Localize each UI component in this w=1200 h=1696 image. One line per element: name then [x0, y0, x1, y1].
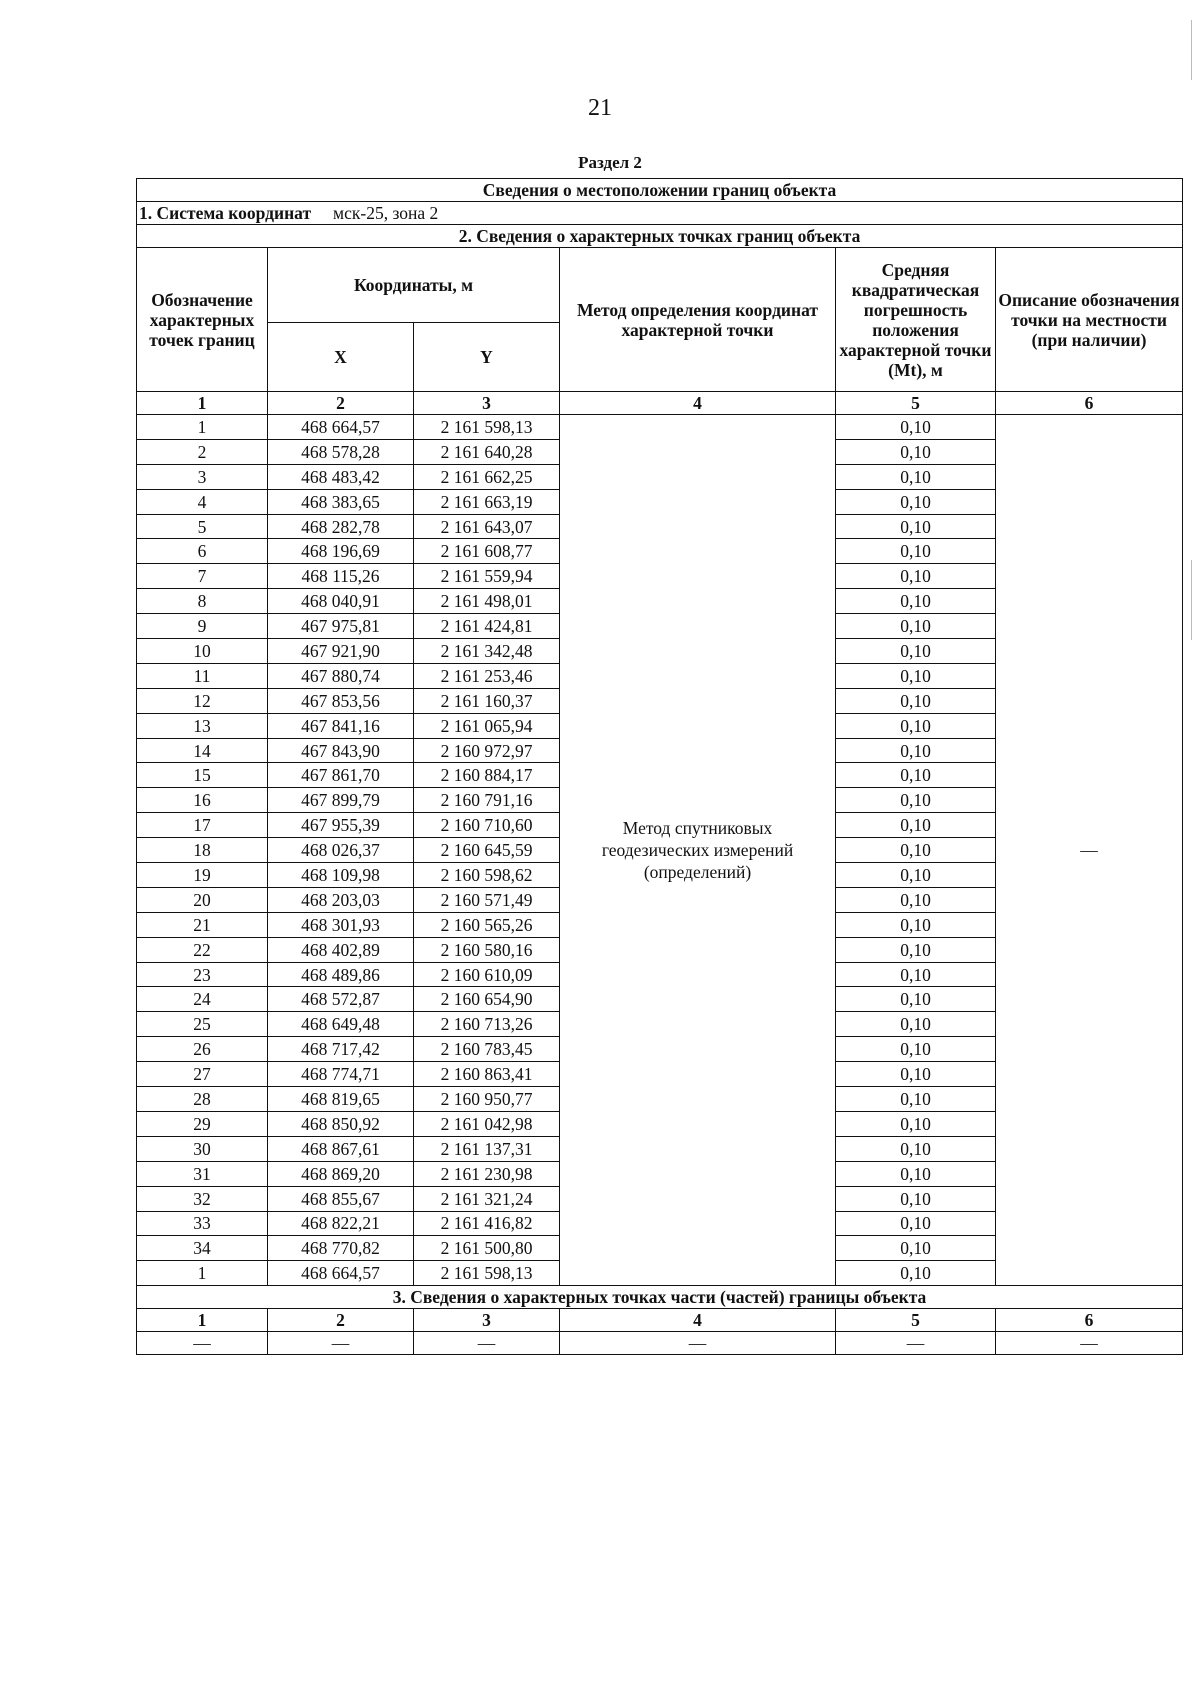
point-number: 6: [137, 539, 268, 564]
coordinate-x: 468 301,93: [268, 912, 414, 937]
point-number: 2: [137, 439, 268, 464]
coordinate-y: 2 160 610,09: [414, 962, 560, 987]
boundary-table: [136, 178, 1183, 1355]
point-number: 8: [137, 589, 268, 614]
mean-error: 0,10: [836, 439, 996, 464]
coordinate-x: 467 861,70: [268, 763, 414, 788]
point-number: 1: [137, 1261, 268, 1286]
coordinate-x: 468 770,82: [268, 1236, 414, 1261]
point-number: 20: [137, 887, 268, 912]
mean-error: 0,10: [836, 489, 996, 514]
empty-value: —: [836, 1332, 996, 1355]
point-number: 14: [137, 738, 268, 763]
coordinate-system-label: 1. Система координат: [139, 203, 312, 223]
coordinate-x: 467 975,81: [268, 614, 414, 639]
point-number: 1: [137, 415, 268, 440]
point-number: 3: [137, 464, 268, 489]
coordinate-y: 2 161 321,24: [414, 1186, 560, 1211]
mean-error: 0,10: [836, 1161, 996, 1186]
column-number: 1: [137, 392, 268, 415]
coordinate-x: 468 578,28: [268, 439, 414, 464]
coordinate-x: 468 664,57: [268, 415, 414, 440]
column-number: 3: [414, 1309, 560, 1332]
coordinate-y: 2 161 598,13: [414, 415, 560, 440]
column-number: 6: [996, 1309, 1183, 1332]
point-number: 32: [137, 1186, 268, 1211]
mean-error: 0,10: [836, 514, 996, 539]
coordinate-x: 468 282,78: [268, 514, 414, 539]
point-number: 19: [137, 863, 268, 888]
column-number: 2: [268, 392, 414, 415]
coordinate-x: 468 040,91: [268, 589, 414, 614]
mean-error: 0,10: [836, 987, 996, 1012]
point-number: 15: [137, 763, 268, 788]
point-number: 5: [137, 514, 268, 539]
coordinate-y: 2 161 065,94: [414, 713, 560, 738]
mean-error: 0,10: [836, 838, 996, 863]
coordinate-system-row: [137, 202, 1183, 225]
point-number: 17: [137, 813, 268, 838]
coordinate-x: 467 921,90: [268, 639, 414, 664]
mean-error: 0,10: [836, 1062, 996, 1087]
coordinate-y: 2 161 559,94: [414, 564, 560, 589]
coordinate-y: 2 160 710,60: [414, 813, 560, 838]
coordinate-y: 2 161 042,98: [414, 1111, 560, 1136]
point-number: 4: [137, 489, 268, 514]
coordinate-y: 2 160 884,17: [414, 763, 560, 788]
mean-error: 0,10: [836, 564, 996, 589]
point-number: 24: [137, 987, 268, 1012]
column-number: 6: [996, 392, 1183, 415]
coordinate-y: 2 160 598,62: [414, 863, 560, 888]
header-mean-error: Средняя квадратическая погрешность положения характерной точки (Mt), м: [836, 248, 996, 392]
coordinate-x: 468 026,37: [268, 838, 414, 863]
coordinate-x: 468 203,03: [268, 887, 414, 912]
mean-error: 0,10: [836, 663, 996, 688]
mean-error: 0,10: [836, 464, 996, 489]
point-number: 29: [137, 1111, 268, 1136]
coordinate-x: 468 774,71: [268, 1062, 414, 1087]
header-coordinates: Координаты, м: [268, 248, 560, 323]
column-number: 1: [137, 1309, 268, 1332]
column-number: 3: [414, 392, 560, 415]
mean-error: 0,10: [836, 1111, 996, 1136]
coordinate-y: 2 161 342,48: [414, 639, 560, 664]
scan-edge: [1191, 20, 1192, 80]
coordinate-y: 2 160 713,26: [414, 1012, 560, 1037]
table-title: Сведения о местоположении границ объекта: [137, 179, 1183, 202]
page-number: 21: [588, 95, 612, 121]
mean-error: 0,10: [836, 639, 996, 664]
coordinate-x: 468 483,42: [268, 464, 414, 489]
subsection-2-title: 2. Сведения о характерных точках границ объекта: [137, 225, 1183, 248]
mean-error: 0,10: [836, 962, 996, 987]
coordinate-y: 2 160 863,41: [414, 1062, 560, 1087]
coordinate-y: 2 161 137,31: [414, 1136, 560, 1161]
mean-error: 0,10: [836, 788, 996, 813]
empty-value: —: [414, 1332, 560, 1355]
subsection-3-title: 3. Сведения о характерных точках части (частей) границы объекта: [137, 1286, 1183, 1309]
point-number: 12: [137, 688, 268, 713]
point-number: 28: [137, 1087, 268, 1112]
point-number: 30: [137, 1136, 268, 1161]
point-number: 26: [137, 1037, 268, 1062]
coordinate-y: 2 161 662,25: [414, 464, 560, 489]
coordinate-x: 467 853,56: [268, 688, 414, 713]
coordinate-x: 467 899,79: [268, 788, 414, 813]
point-number: 27: [137, 1062, 268, 1087]
column-number: 5: [836, 392, 996, 415]
coordinate-x: 468 402,89: [268, 937, 414, 962]
mean-error: 0,10: [836, 415, 996, 440]
point-number: 25: [137, 1012, 268, 1037]
mean-error: 0,10: [836, 1037, 996, 1062]
table-row: [137, 415, 1183, 440]
coordinate-x: 468 489,86: [268, 962, 414, 987]
mean-error: 0,10: [836, 713, 996, 738]
coordinate-y: 2 160 565,26: [414, 912, 560, 937]
mean-error: 0,10: [836, 1136, 996, 1161]
coordinate-y: 2 161 643,07: [414, 514, 560, 539]
point-number: 10: [137, 639, 268, 664]
point-number: 33: [137, 1211, 268, 1236]
empty-value: —: [268, 1332, 414, 1355]
coordinate-y: 2 161 500,80: [414, 1236, 560, 1261]
coordinate-y: 2 160 950,77: [414, 1087, 560, 1112]
coordinate-y: 2 161 663,19: [414, 489, 560, 514]
mean-error: 0,10: [836, 1211, 996, 1236]
mean-error: 0,10: [836, 539, 996, 564]
coordinate-x: 467 841,16: [268, 713, 414, 738]
scan-edge: [1191, 560, 1192, 640]
coordinate-x: 467 880,74: [268, 663, 414, 688]
empty-value: —: [137, 1332, 268, 1355]
column-number: 4: [560, 1309, 836, 1332]
coordinate-x: 468 572,87: [268, 987, 414, 1012]
column-number: 2: [268, 1309, 414, 1332]
mean-error: 0,10: [836, 1186, 996, 1211]
coordinate-y: 2 160 645,59: [414, 838, 560, 863]
point-number: 13: [137, 713, 268, 738]
coordinate-x: 468 109,98: [268, 863, 414, 888]
coordinate-x: 468 822,21: [268, 1211, 414, 1236]
mean-error: 0,10: [836, 738, 996, 763]
coordinate-x: 468 196,69: [268, 539, 414, 564]
coordinate-x: 468 850,92: [268, 1111, 414, 1136]
coordinate-y: 2 160 791,16: [414, 788, 560, 813]
coordinate-x: 468 649,48: [268, 1012, 414, 1037]
header-point-designation: Обозначение характерных точек границ: [137, 248, 268, 392]
empty-value: —: [996, 1332, 1183, 1355]
coordinate-x: 468 867,61: [268, 1136, 414, 1161]
coordinate-x: 468 664,57: [268, 1261, 414, 1286]
coordinate-y: 2 161 640,28: [414, 439, 560, 464]
mean-error: 0,10: [836, 688, 996, 713]
mean-error: 0,10: [836, 1236, 996, 1261]
coordinate-system-value: мск-25, зона 2: [333, 203, 439, 223]
point-number: 9: [137, 614, 268, 639]
point-number: 22: [137, 937, 268, 962]
coordinate-y: 2 160 571,49: [414, 887, 560, 912]
point-number: 7: [137, 564, 268, 589]
coordinate-x: 468 383,65: [268, 489, 414, 514]
coordinate-y: 2 161 608,77: [414, 539, 560, 564]
coordinate-y: 2 161 424,81: [414, 614, 560, 639]
coordinate-x: 468 115,26: [268, 564, 414, 589]
point-number: 16: [137, 788, 268, 813]
coordinate-y: 2 161 598,13: [414, 1261, 560, 1286]
mean-error: 0,10: [836, 912, 996, 937]
mean-error: 0,10: [836, 1087, 996, 1112]
coordinate-x: 468 869,20: [268, 1161, 414, 1186]
point-number: 21: [137, 912, 268, 937]
point-number: 34: [137, 1236, 268, 1261]
point-number: 11: [137, 663, 268, 688]
mean-error: 0,10: [836, 763, 996, 788]
coordinate-y: 2 161 498,01: [414, 589, 560, 614]
header-description: Описание обозначения точки на местности (при наличии): [996, 248, 1183, 392]
coordinate-y: 2 160 972,97: [414, 738, 560, 763]
coordinate-y: 2 161 253,46: [414, 663, 560, 688]
coordinate-y: 2 160 580,16: [414, 937, 560, 962]
coordinate-y: 2 161 230,98: [414, 1161, 560, 1186]
point-number: 31: [137, 1161, 268, 1186]
coordinate-y: 2 160 654,90: [414, 987, 560, 1012]
mean-error: 0,10: [836, 863, 996, 888]
mean-error: 0,10: [836, 813, 996, 838]
coordinate-x: 468 819,65: [268, 1087, 414, 1112]
coordinate-y: 2 161 160,37: [414, 688, 560, 713]
empty-value: —: [560, 1332, 836, 1355]
column-number: 4: [560, 392, 836, 415]
description-cell: —: [996, 415, 1183, 1286]
mean-error: 0,10: [836, 887, 996, 912]
mean-error: 0,10: [836, 937, 996, 962]
mean-error: 0,10: [836, 1261, 996, 1286]
header-y: Y: [414, 323, 560, 392]
coordinate-x: 468 717,42: [268, 1037, 414, 1062]
coordinate-x: 468 855,67: [268, 1186, 414, 1211]
header-method: Метод определения координат характерной точки: [560, 248, 836, 392]
header-x: X: [268, 323, 414, 392]
coordinate-x: 467 843,90: [268, 738, 414, 763]
section-title: Раздел 2: [578, 153, 642, 172]
coordinate-y: 2 160 783,45: [414, 1037, 560, 1062]
mean-error: 0,10: [836, 1012, 996, 1037]
coordinate-y: 2 161 416,82: [414, 1211, 560, 1236]
point-number: 18: [137, 838, 268, 863]
point-number: 23: [137, 962, 268, 987]
coordinate-x: 467 955,39: [268, 813, 414, 838]
column-number: 5: [836, 1309, 996, 1332]
method-cell: Метод спутниковых геодезических измерений (определений): [560, 415, 836, 1286]
mean-error: 0,10: [836, 589, 996, 614]
mean-error: 0,10: [836, 614, 996, 639]
